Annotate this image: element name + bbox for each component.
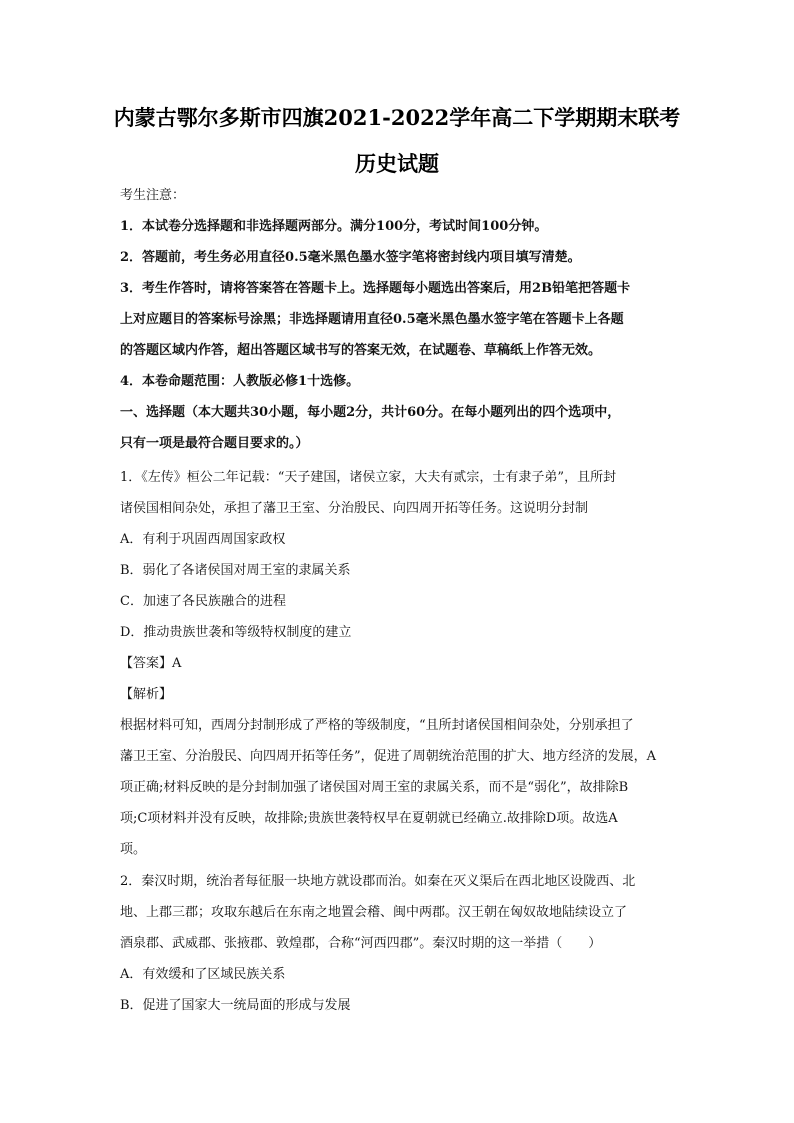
notice-item: 1．本试卷分选择题和非选择题两部分。满分100分，考试时间100分钟。 [120, 219, 548, 234]
notice-item: 4．本卷命题范围：人教版必修1十选修。 [120, 374, 360, 389]
question-2-stem: 酒泉郡、武威郡、张掖郡、敦煌郡，合称“河西四郡”。秦汉时期的这一举措（ ） [120, 936, 602, 951]
answer-label: 【答案】A [120, 656, 182, 671]
notice-item: 的答题区域内作答，超出答题区域书写的答案无效，在试题卷、草稿纸上作答无效。 [120, 343, 602, 358]
analysis-label: 【解析】 [120, 687, 173, 702]
question-2-stem: 地、上郡三郡；攻取东越后在东南之地置会稽、闽中两郡。汉王朝在匈奴故地陆续设立了 [120, 905, 628, 920]
section-heading: 只有一项是最符合题目要求的。） [120, 436, 309, 451]
exam-title: 内蒙古鄂尔多斯市四旗2021-2022学年高二下学期期末联考 [113, 105, 681, 130]
option-a: A．有效缓和了区域民族关系 [120, 967, 286, 982]
notice-heading: 考生注意： [120, 188, 186, 203]
analysis-text: 项正确;材料反映的是分封制加强了诸侯国对周王室的隶属关系，而不是“弱化”，故排除B [120, 780, 629, 795]
analysis-text: 项;C项材料并没有反映，故排除;贵族世袭特权早在夏朝就已经确立.故排除D项。故选A [120, 811, 618, 826]
question-2-stem: 2．秦汉时期，统治者每征服一块地方就设郡而治。如秦在灭义渠后在西北地区设陇西、北 [120, 874, 636, 889]
question-1-stem: 诸侯国相间杂处，承担了藩卫王室、分治殷民、向四周开拓等任务。这说明分封制 [120, 501, 589, 516]
exam-subtitle: 历史试题 [355, 151, 439, 176]
option-b: B．弱化了各诸侯国对周王室的隶属关系 [120, 563, 351, 578]
notice-item: 3．考生作答时，请将答案答在答题卡上。选择题每小题选出答案后，用2B铅笔把答题卡 [120, 281, 631, 296]
option-b: B．促进了国家大一统局面的形成与发展 [120, 998, 351, 1013]
analysis-text: 根据材料可知，西周分封制形成了严格的等级制度，“且所封诸侯国相间杂处，分别承担了 [120, 718, 634, 733]
question-1-stem: 1．《左传》桓公二年记载：“天子建国，诸侯立家，大夫有贰宗，士有隶子弟”，且所封 [120, 470, 617, 485]
analysis-text: 项。 [120, 842, 147, 857]
analysis-text: 藩卫王室、分治殷民、向四周开拓等任务”，促进了周朝统治范围的扩大、地方经济的发展，A [120, 749, 657, 764]
option-c: C．加速了各民族融合的进程 [120, 594, 286, 609]
notice-item: 上对应题目的答案标号涂黑；非选择题请用直径0.5毫米黑色墨水签字笔在答题卡上各题 [120, 312, 624, 327]
section-heading: 一、选择题（本大题共30小题，每小题2分，共计60分。在每小题列出的四个选项中， [120, 405, 621, 420]
notice-item: 2．答题前，考生务必用直径0.5毫米黑色墨水签字笔将密封线内项目填写清楚。 [120, 250, 581, 265]
option-a: A．有利于巩固西周国家政权 [120, 532, 286, 547]
option-d: D．推动贵族世袭和等级特权制度的建立 [120, 625, 352, 640]
